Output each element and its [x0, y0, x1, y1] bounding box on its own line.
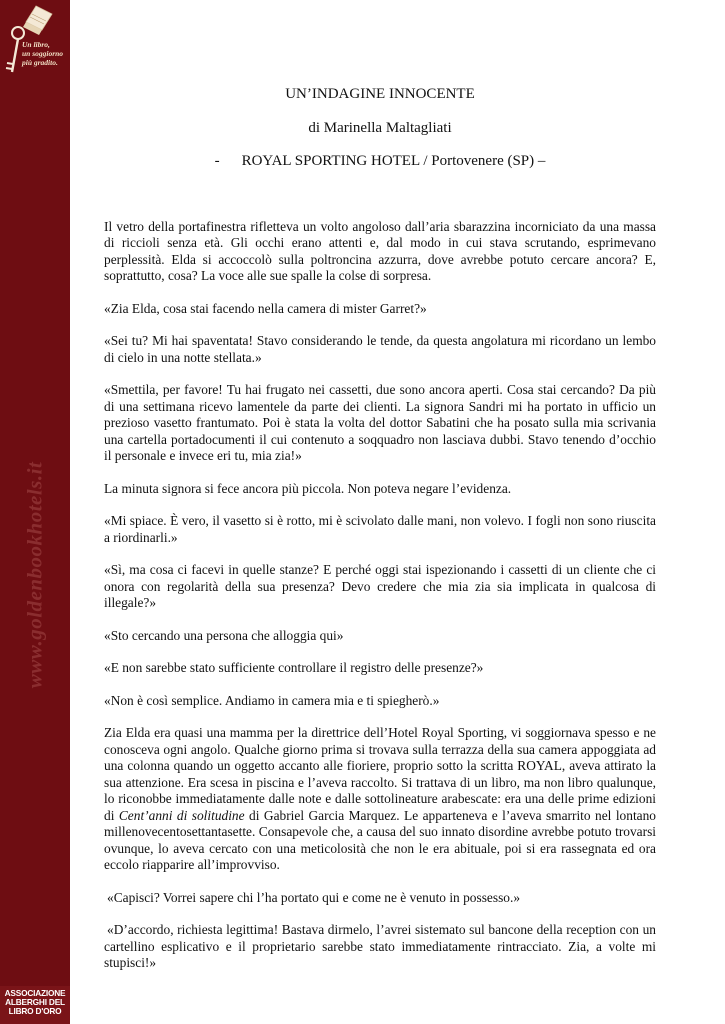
association-line: LIBRO D'ORO [8, 1006, 62, 1017]
association-line: ALBERGHI DEL [5, 997, 65, 1008]
paragraph-text: di Gabriel Garcia Marquez. Le apparteneva e l’aveva smarrito nel lontano millenovecentosettantasette. Consapevole che, a causa del suo innato disordine avrebbe potuto trovarsi ovunque, lo aveva cercato con una meticolosità che non le era abituale, poi si era rassegnata ed ora eccolo riapparire all’improvviso. [104, 807, 657, 872]
logo-slogan [22, 40, 70, 67]
logo-line: Un libro, [22, 40, 50, 49]
association-logo [0, 986, 70, 1024]
hotel-subtitle [104, 153, 656, 170]
document-title: UN’INDAGINE INNOCENTE [285, 86, 475, 102]
book-title: Cent’anni di solitudine [118, 807, 245, 823]
paragraph: «Smettila, per favore! Tu hai frugato nei cassetti, due sono ancora aperti. Cosa stai cercando? Da più di una settimana ricevo lamentele da parte dei clienti. La signora Sandri mi ha portato in ufficio un prezioso vasetto frantumato. Poi è stata la volta del dottor Sabatini che ha posato sulla mia scrivania una cartella portadocumenti il cui contenuto a soqquadro non lasciava dubbi. Stavo tenendo d’occhio il personale e invece eri tu, mia zia!» [104, 382, 656, 463]
association-line: ASSOCIAZIONE [4, 988, 66, 998]
paragraph: «Capisci? Vorrei sapere chi l’ha portato qui e come ne è venuto in possesso.» [107, 889, 521, 905]
logo-line: più gradito. [22, 58, 58, 67]
hotel-dash: - [214, 153, 220, 169]
paragraph-long [104, 725, 656, 874]
left-sidebar-band [0, 0, 70, 1024]
paragraph: «Sei tu? Mi hai spaventata! Stavo considerando le tende, da questa angolatura mi ricordano un lembo di cielo in una notte stellata.» [104, 333, 656, 365]
paragraph: «Zia Elda, cosa stai facendo nella camera di mister Garret?» [104, 300, 427, 316]
paragraph: Il vetro della portafinestra rifletteva un volto angoloso dall’aria sbarazzina incorniciato da una massa di riccioli senza età. Gli occhi erano attenti e, dal modo in cui stava scrutando, esprimevano perplessità. Elda si accoccolò sulla poltroncina azzurra, dove avrebbe potuto cercare ancora? E, soprattutto, cosa? La voce alle sue spalle la colse di sorpresa. [104, 218, 656, 283]
document-author: di Marinella Maltagliati [308, 119, 452, 136]
paragraph: «Sì, ma cosa ci facevi in quelle stanze? E perché oggi stai ispezionando i cassetti di un cliente che ci onora con regolarità della sua presenza? Devo credere che mia zia sia implicata in qualcosa di illegale?» [104, 562, 656, 610]
paragraph-text: Zia Elda era quasi una mamma per la direttrice dell’Hotel Royal Sporting, vi soggiornava spesso e ne conosceva ogni angolo. Qualche giorno prima si trovava sulla terrazza della sua camera appoggiata ad una colonna quando un oggetto accanto alle fioriere, proprio sotto la scritta ROYAL, aveva attirato la sua attenzione. Era scesa in piscina e l’aveva raccolto. Si trattava di un libro, ma non libro qualunque, lo riconobbe immediatamente dalle note e dalle sottolineature arabescate: era una delle prime edizioni di [104, 725, 656, 823]
website-url-watermark[interactable]: www.goldenbookhotels.it [22, 461, 47, 689]
paragraph: La minuta signora si fece ancora più piccola. Non poteva negare l’evidenza. [104, 480, 512, 496]
paragraph: «Sto cercando una persona che alloggia qui» [104, 627, 344, 643]
logo-line: un soggiorno [22, 49, 64, 58]
paragraph: «D’accordo, richiesta legittima! Bastava dirmelo, l’avrei sistemato sul bancone della reception con un cartellino esplicativo e il proprietario sarebbe stato immediatamente rintracciato. Zia, a volte mi stupisci!» [104, 922, 656, 970]
document-body [104, 86, 656, 988]
paragraph: «Mi spiace. È vero, il vasetto si è rotto, mi è scivolato dalle mani, non volevo. I fogli non sono riuscita a riordinarli.» [104, 513, 656, 545]
paragraph: «E non sarebbe stato sufficiente controllare il registro delle presenze?» [104, 660, 484, 675]
hotel-name: ROYAL SPORTING HOTEL / Portovenere (SP) – [241, 153, 546, 169]
golden-book-logo [0, 0, 70, 78]
paragraph: «Non è così semplice. Andiamo in camera mia e ti spiegherò.» [104, 692, 440, 708]
